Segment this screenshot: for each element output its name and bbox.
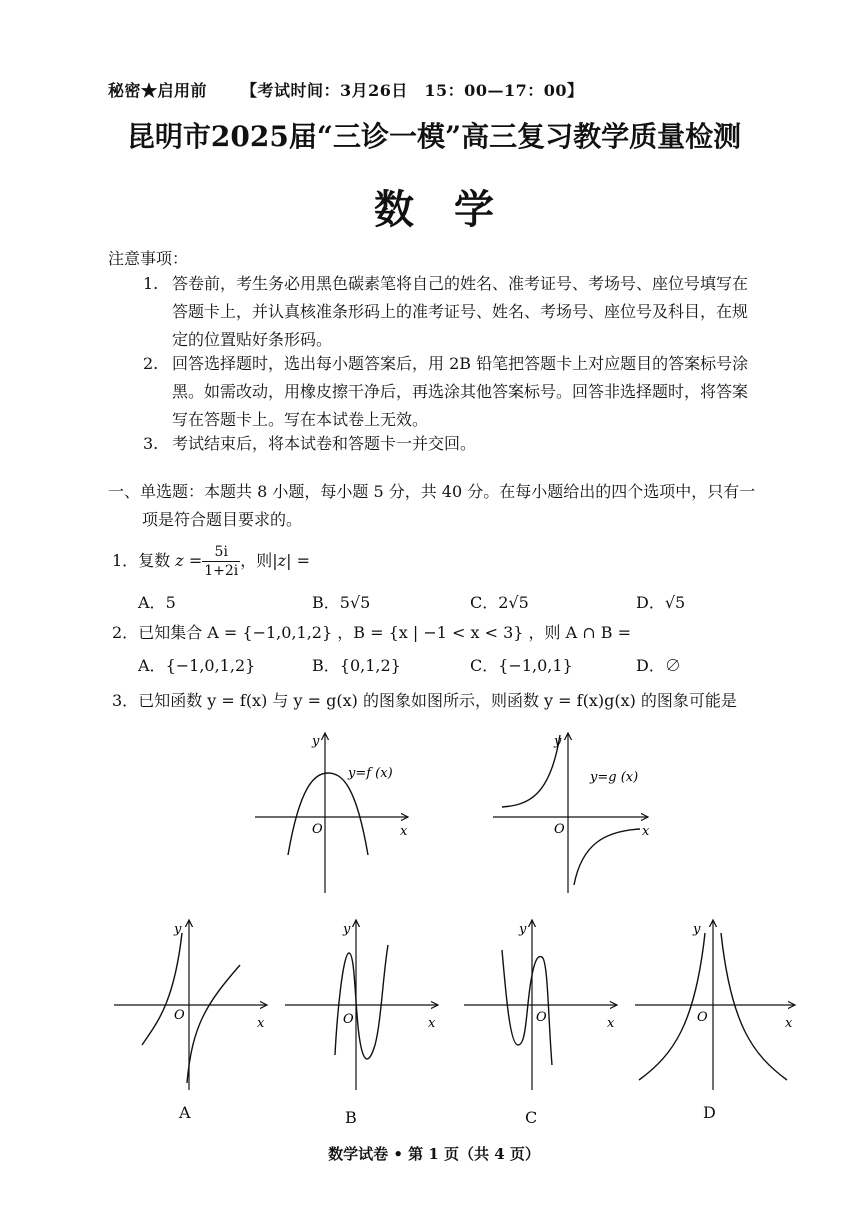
note-line: 答卷前，考生务必用黑色碳素笔将自己的姓名、准考证号、考场号、座位号填写在 bbox=[172, 274, 749, 293]
q2-option-b bbox=[312, 653, 401, 676]
q1-fraction bbox=[202, 543, 240, 580]
option-label: C． bbox=[470, 656, 499, 675]
question-number: 3． bbox=[112, 691, 139, 710]
question-2 bbox=[112, 620, 631, 643]
note-number: 2. bbox=[143, 354, 159, 373]
origin-label: O bbox=[697, 1010, 708, 1025]
axis-label-x: x bbox=[642, 824, 650, 839]
option-label: B． bbox=[312, 656, 340, 675]
graph-f bbox=[250, 725, 420, 895]
curve-label: y=g (x) bbox=[590, 770, 639, 785]
exam-title: 昆明市2025届“三诊一模”高三复习教学质量检测 bbox=[126, 120, 742, 153]
option-label: A． bbox=[138, 593, 166, 612]
option-text: {−1,0,1} bbox=[498, 656, 573, 675]
q2-stem: 已知集合 A = {−1,0,1,2} ，B = {x | −1 < x < 3} ，则 A ∩ B = bbox=[138, 623, 632, 642]
q2-option-c bbox=[470, 653, 573, 676]
question-number: 2． bbox=[112, 623, 139, 642]
question-1 bbox=[112, 543, 310, 580]
curve-right bbox=[187, 965, 240, 1083]
graph-g bbox=[488, 725, 658, 895]
choice-graph-b bbox=[283, 915, 443, 1095]
page-footer: 数学试卷 • 第 1 页（共 4 页） bbox=[328, 1145, 540, 1163]
axis-label-y: y bbox=[554, 734, 562, 749]
q1-stem-b: ，则 bbox=[240, 551, 273, 570]
secret-mark: 秘密★启用前 bbox=[108, 81, 208, 100]
section-line: 项是符合题目要求的。 bbox=[142, 510, 303, 529]
section-heading bbox=[108, 478, 755, 534]
note-1-text bbox=[172, 270, 748, 354]
note-line: 黑。如需改动，用橡皮擦干净后，再选涂其他答案标号。回答非选择题时，将答案 bbox=[172, 382, 749, 401]
choice-label-b: B bbox=[345, 1108, 357, 1127]
option-text: {−1,0,1,2} bbox=[165, 656, 256, 675]
origin-label: O bbox=[343, 1012, 354, 1027]
option-text: 5√5 bbox=[339, 593, 371, 612]
question-number: 1． bbox=[112, 551, 139, 570]
note-3 bbox=[143, 430, 158, 458]
q1-abs: |z| = bbox=[272, 551, 310, 570]
q2-option-d bbox=[636, 653, 681, 676]
g-curve-right bbox=[574, 829, 640, 885]
axis-label-x: x bbox=[428, 1016, 436, 1031]
f-curve bbox=[288, 773, 368, 855]
note-1 bbox=[143, 270, 158, 298]
choice-label-a: A bbox=[179, 1103, 191, 1122]
q1-option-a bbox=[138, 590, 176, 613]
option-text: 5 bbox=[165, 593, 176, 612]
note-line: 写在答题卡上。写在本试卷上无效。 bbox=[172, 410, 429, 429]
origin-label: O bbox=[536, 1010, 547, 1025]
q1-option-c bbox=[470, 590, 529, 613]
curve bbox=[502, 950, 552, 1065]
curve-left bbox=[142, 933, 182, 1045]
fraction-numerator: 5i bbox=[202, 543, 240, 562]
origin-label: O bbox=[312, 822, 323, 837]
fraction-denominator: 1+2i bbox=[204, 563, 239, 579]
q2-option-a bbox=[138, 653, 255, 676]
option-label: D． bbox=[636, 656, 665, 675]
note-3-text bbox=[172, 430, 476, 458]
option-text: 2√5 bbox=[498, 593, 529, 612]
option-label: C． bbox=[470, 593, 499, 612]
note-line: 答题卡上，并认真核准条形码上的准考证号、姓名、考场号、座位号及科目，在规 bbox=[172, 302, 749, 321]
origin-label: O bbox=[174, 1008, 185, 1023]
subject-title: 数学 bbox=[374, 186, 534, 233]
axis-label-y: y bbox=[343, 922, 351, 937]
axis-label-x: x bbox=[400, 824, 408, 839]
section-line: 一、单选题：本题共 8 小题，每小题 5 分，共 40 分。在每小题给出的四个选项中，只有一 bbox=[108, 482, 756, 501]
option-text: {0,1,2} bbox=[339, 656, 401, 675]
note-number: 3. bbox=[143, 434, 159, 453]
note-line: 回答选择题时，选出每小题答案后，用 2B 铅笔把答题卡上对应题目的答案标号涂 bbox=[172, 354, 749, 373]
exam-header bbox=[108, 78, 583, 101]
q3-stem: 已知函数 y = f(x) 与 y = g(x) 的图象如图所示，则函数 y = f(x)g(x) 的图象可能是 bbox=[138, 691, 737, 710]
g-curve-left bbox=[502, 735, 560, 807]
axis-label-y: y bbox=[312, 734, 320, 749]
origin-label: O bbox=[554, 822, 565, 837]
q1-option-d bbox=[636, 590, 685, 613]
note-number: 1. bbox=[143, 274, 159, 293]
notes-heading: 注意事项： bbox=[108, 249, 189, 268]
note-2 bbox=[143, 350, 158, 378]
choice-graph-c bbox=[462, 915, 622, 1095]
exam-time: 【考试时间：3月26日 15：00—17：00】 bbox=[241, 81, 584, 100]
option-text: √5 bbox=[664, 593, 686, 612]
q1-stem-a: 复数 bbox=[138, 551, 171, 570]
axis-label-y: y bbox=[693, 922, 701, 937]
option-label: A． bbox=[138, 656, 166, 675]
curve-left bbox=[639, 933, 705, 1080]
note-line: 定的位置贴好条形码。 bbox=[172, 330, 333, 349]
axis-label-x: x bbox=[257, 1016, 265, 1031]
curve bbox=[335, 945, 388, 1059]
axis-label-x: x bbox=[785, 1016, 793, 1031]
curve-right bbox=[721, 933, 787, 1080]
curve-label: y=f (x) bbox=[348, 766, 393, 781]
choice-label-d: D bbox=[703, 1103, 716, 1122]
axis-label-x: x bbox=[607, 1016, 615, 1031]
note-2-text bbox=[172, 350, 748, 434]
q1-option-b bbox=[312, 590, 370, 613]
q1-z: z = bbox=[175, 551, 203, 570]
choice-graph-a bbox=[112, 915, 272, 1095]
choice-graph-d bbox=[633, 915, 803, 1095]
axis-label-y: y bbox=[519, 922, 527, 937]
choice-label-c: C bbox=[525, 1108, 538, 1127]
option-text: ∅ bbox=[664, 656, 681, 675]
axis-label-y: y bbox=[174, 922, 182, 937]
option-label: D． bbox=[636, 593, 665, 612]
question-3 bbox=[112, 688, 737, 711]
note-line: 考试结束后，将本试卷和答题卡一并交回。 bbox=[172, 434, 477, 453]
option-label: B． bbox=[312, 593, 340, 612]
